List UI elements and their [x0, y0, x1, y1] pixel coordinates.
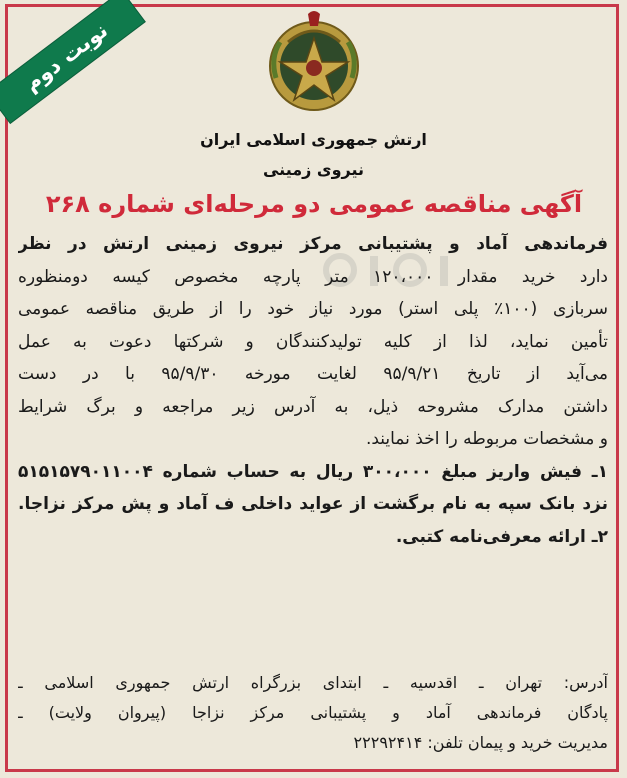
body-line: تأمین نماید، لذا از کلیه تولیدکنندگان و شرکتها دعوت به عمل [18, 331, 608, 352]
requirement-item-1-cont: نزد بانک سپه به نام برگشت از عواید داخلی ف آماد و پش مرکز نزاجا. [18, 494, 608, 514]
army-emblem-icon [258, 8, 370, 120]
address-block [18, 668, 608, 758]
org-name: ارتش جمهوری اسلامی ایران [200, 130, 427, 149]
address-phone-line: مدیریت خرید و پیمان تلفن: ۲۲۲۹۲۴۱۴ [353, 733, 608, 752]
body-line: فرماندهی آماد و پشتیبانی مرکز نیروی زمینی ارتش در نظر [18, 234, 608, 254]
edition-badge: نوبت دوم [0, 0, 145, 123]
notice-title: آگهی مناقصه عمومی دو مرحله‌ای شماره ۲۶۸ [45, 190, 583, 218]
notice-body [18, 228, 608, 553]
address-line: پادگان فرماندهی آماد و پشتیبانی مرکز نزاجا (پیروان ولایت) ـ [18, 703, 608, 722]
body-line: دارد خرید مقدار ۱۲۰،۰۰۰ متر پارچه مخصوص کیسه دومنظوره [18, 266, 608, 287]
body-line: داشتن مدارک مشروحه ذیل، به آدرس زیر مراجعه و برگ شرایط [18, 396, 608, 417]
body-line: می‌آید از تاریخ ۹۵/۹/۲۱ لغایت مورخه ۹۵/۹/۳۰ با در دست [18, 364, 608, 384]
address-line: آدرس: تهران ـ اقدسیه ـ ابتدای بزرگراه ارتش جمهوری اسلامی ـ [18, 673, 608, 692]
body-line: سربازی (۱۰۰٪ پلی استر) مورد نیاز خود را از طریق مناقصه عمومی [18, 299, 608, 319]
requirement-item-2: ۲ـ ارائه معرفی‌نامه کتبی. [395, 526, 608, 547]
requirement-item-1: ۱ـ فیش واریز مبلغ ۳۰۰،۰۰۰ ریال به حساب شماره ۵۱۵۱۵۷۹۰۱۱۰۰۴ [18, 461, 608, 482]
org-branch: نیروی زمینی [262, 160, 365, 179]
body-line: و مشخصات مربوطه را اخذ نمایند. [365, 429, 608, 449]
